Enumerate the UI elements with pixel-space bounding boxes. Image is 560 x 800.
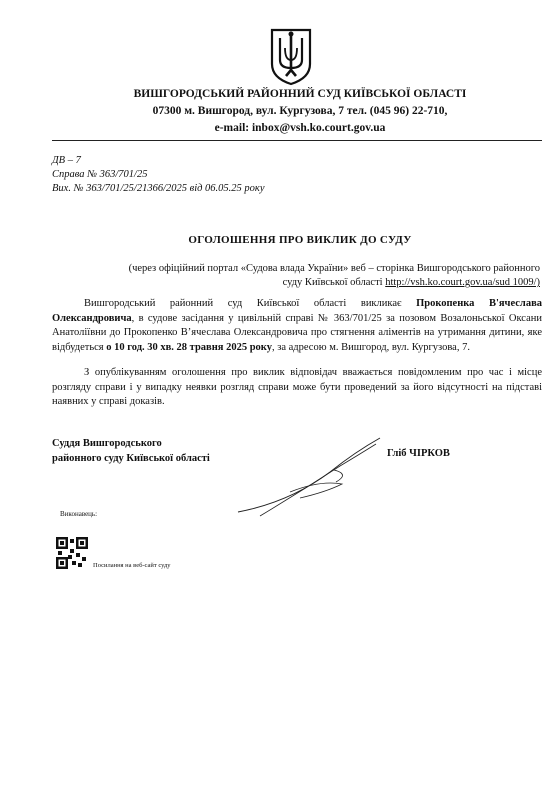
- portal-note-line1: (через офіційний портал «Судова влада України» веб – сторінка Вишгородського районного: [128, 263, 540, 274]
- header-divider: [52, 140, 542, 141]
- portal-note-prefix: суду Київської області: [282, 277, 386, 288]
- judge-title-line2: районного суду Київської області: [52, 453, 210, 464]
- portal-note-line2: [70, 276, 540, 290]
- hearing-time: о 10 год. 30 хв. 28 травня 2025 року: [106, 341, 272, 353]
- court-name: ВИШГОРОДСЬКИЙ РАЙОННИЙ СУД КИЇВСЬКОЇ ОБЛАСТІ: [133, 88, 467, 100]
- summons-paragraph: [52, 297, 542, 355]
- executor-label: Виконавець:: [60, 510, 98, 518]
- summons-text-start: Вишгородський районний суд Київської області викликає: [84, 298, 417, 309]
- portal-link[interactable]: http://vsh.ko.court.gov.ua/sud 1009/): [385, 277, 540, 288]
- judge-title-line1: Суддя Вишгородського: [52, 438, 162, 449]
- court-address: 07300 м. Вишгород, вул. Кургузова, 7 тел. (045 96) 22-710,: [152, 105, 448, 117]
- judge-name: Гліб ЧІРКОВ: [387, 448, 450, 459]
- qr-code-icon[interactable]: [56, 537, 88, 569]
- outgoing-number: Вих. № 363/701/25/21366/2025 від 06.05.25 року: [52, 183, 265, 194]
- judge-signature: [230, 432, 390, 522]
- defendant-name: Прокопенка В'ячеслава Олександровича: [52, 298, 542, 324]
- summons-text-mid: , в судове засідання у цивільній справі № 363/701/25 за позовом Возалоньської Оксани Анатоліївни до Прокопенко В’ячеслава Олександровича про стягнення аліментів на утримання дитини, яке відбудеться: [52, 312, 542, 353]
- qr-caption: Посилання на веб-сайт суду: [93, 562, 171, 569]
- notice-paragraph: З опублікуванням оголошення про виклик відповідач вважається повідомленим про час і місце розгляду справи і у випадку неявки розгляд справи може бути проведений за його відсутності на підставі наявних у справі доказів.: [52, 367, 542, 407]
- summons-text-end: , за адресою м. Вишгород, вул. Кургузова, 7.: [271, 341, 470, 353]
- form-code: ДВ – 7: [52, 155, 81, 166]
- case-number: Справа № 363/701/25: [52, 169, 148, 180]
- court-email: e-mail: inbox@vsh.ko.court.gov.ua: [214, 122, 386, 134]
- coat-of-arms-icon: [268, 26, 314, 86]
- document-title: ОГОЛОШЕННЯ ПРО ВИКЛИК ДО СУДУ: [188, 234, 412, 246]
